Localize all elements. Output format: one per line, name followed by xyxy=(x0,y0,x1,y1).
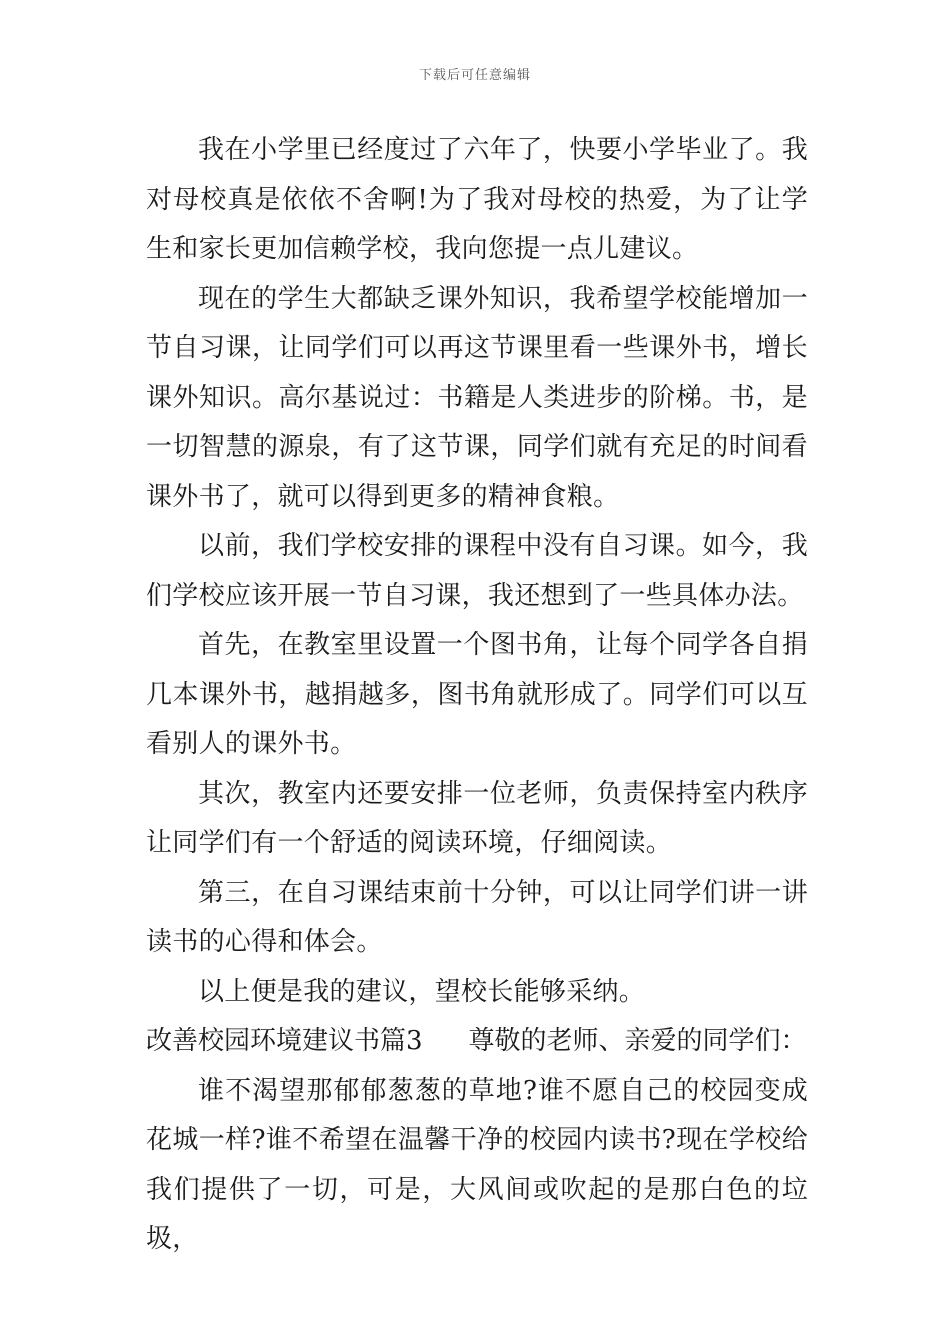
section-title: 改善校园环境建议书篇3 xyxy=(146,1026,423,1056)
paragraph: 首先，在教室里设置一个图书角，让每个同学各自捐几本课外书，越捐越多，图书角就形成了。同学们可以互看别人的课外书。 xyxy=(146,630,808,759)
paragraph: 谁不渴望那郁郁葱葱的草地?谁不愿自己的校园变成花城一样?谁不希望在温馨干净的校园内读书?现在学校给我们提供了一切，可是，大风间或吹起的是那白色的垃圾， xyxy=(146,1075,808,1254)
paragraph: 我在小学里已经度过了六年了，快要小学毕业了。我对母校真是依依不舍啊!为了我对母校的热爱，为了让学生和家长更加信赖学校，我向您提一点儿建议。 xyxy=(146,135,808,264)
section-heading xyxy=(146,1017,808,1067)
paragraph: 其次，教室内还要安排一位老师，负责保持室内秩序让同学们有一个舒适的阅读环境，仔细阅读。 xyxy=(146,778,808,858)
paragraph: 以上便是我的建议，望校长能够采纳。 xyxy=(198,976,646,1007)
salutation: 尊敬的老师、亲爱的同学们： xyxy=(468,1026,807,1056)
document-body xyxy=(146,126,808,1265)
paragraph: 以前，我们学校安排的课程中没有自习课。如今，我们学校应该开展一节自习课，我还想到了一些具体办法。 xyxy=(146,531,808,611)
paragraph: 现在的学生大都缺乏课外知识，我希望学校能增加一节自习课，让同学们可以再这节课里看一些课外书，增长课外知识。高尔基说过：书籍是人类进步的阶梯。书，是一切智慧的源泉，有了这节课，同学们就有充足的时间看课外书了，就可以得到更多的精神食粮。 xyxy=(146,283,808,512)
paragraph: 第三，在自习课结束前十分钟，可以让同学们讲一讲读书的心得和体会。 xyxy=(146,877,808,957)
header-note: 下载后可任意编辑 xyxy=(418,68,531,83)
